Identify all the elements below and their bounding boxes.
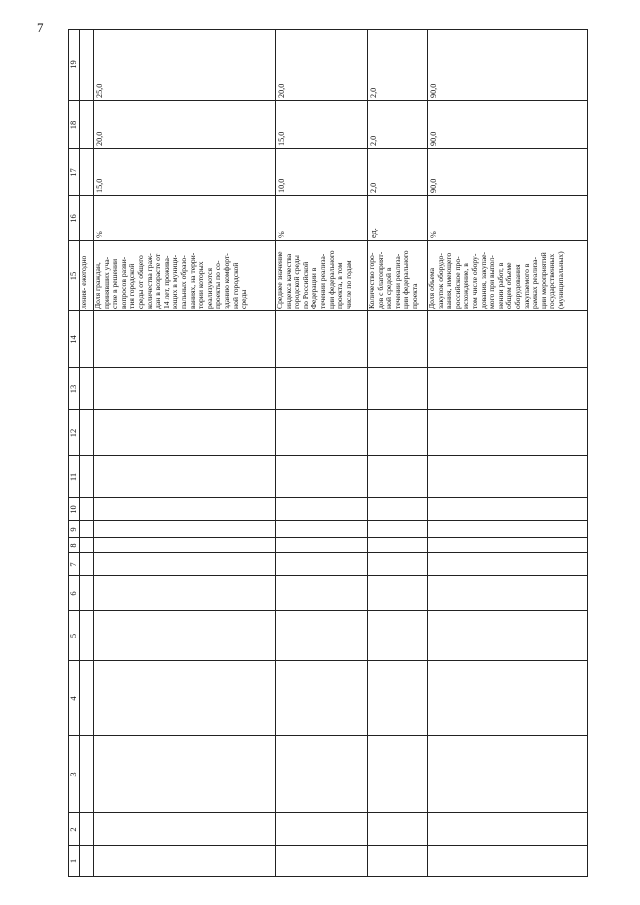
indicator-cell: ления- ежегодно	[79, 255, 88, 309]
column-divider	[69, 497, 587, 498]
value-cell: 15,0	[277, 131, 286, 146]
row-divider	[79, 30, 80, 876]
column-divider	[69, 575, 587, 576]
column-divider	[69, 367, 587, 368]
value-cell: 2,0	[369, 87, 378, 98]
value-cell: 90,0	[429, 131, 438, 146]
column-divider	[69, 455, 587, 456]
column-header: 7	[68, 562, 78, 567]
column-divider	[69, 537, 587, 538]
column-divider	[69, 100, 587, 101]
column-header: 11	[68, 472, 78, 482]
value-cell: 20,0	[95, 131, 104, 146]
value-cell: 90,0	[429, 178, 438, 193]
column-header: 6	[68, 591, 78, 596]
column-header: 3	[68, 772, 78, 777]
value-cell: 25,0	[95, 83, 104, 98]
column-divider	[69, 195, 587, 196]
column-divider	[69, 812, 587, 813]
indicator-cell: Среднее значение индекса качества городской среды по Российской Федерации в течении реализа- ции федерального проекта, в том числе по годам	[275, 250, 353, 309]
row-divider	[93, 30, 94, 876]
column-divider	[69, 240, 587, 241]
column-header: 17	[68, 168, 78, 177]
value-cell: 10,0	[277, 178, 286, 193]
value-cell: 2,0	[369, 135, 378, 146]
column-header: 19	[68, 60, 78, 69]
value-cell: 90,0	[429, 83, 438, 98]
value-cell: 20,0	[277, 83, 286, 98]
page-number: 7	[37, 20, 44, 35]
column-divider	[69, 409, 587, 410]
column-divider	[69, 520, 587, 521]
column-header: 13	[68, 384, 78, 394]
column-header: 14	[68, 335, 78, 344]
column-header: 15	[68, 271, 78, 281]
column-divider	[69, 148, 587, 149]
column-header: 2	[68, 827, 78, 832]
indicator-cell: Количество горо- дов с благоприят- ной средой в течении реализа- ции федерального проекта	[367, 250, 419, 309]
value-cell: 2,0	[369, 182, 378, 193]
unit-cell: ед.	[369, 228, 378, 238]
column-divider	[69, 660, 587, 661]
column-divider	[69, 610, 587, 611]
column-divider	[69, 845, 587, 846]
indicator-cell: Доля объема закупок оборудо- вания, имеющего российское про- исхождение, в том числе обору- дования, закупае- мого при выпол- нении работ, в общем объеме оборудования закупаемого в рамках реализа- ции мероприятий государственных (муниципальных)	[427, 251, 565, 309]
column-header: 18	[68, 120, 78, 130]
row-divider	[367, 30, 368, 876]
column-divider	[69, 735, 587, 736]
column-divider	[69, 552, 587, 553]
column-header: 5	[68, 633, 78, 639]
indicators-table	[68, 29, 588, 877]
column-header: 10	[68, 505, 78, 514]
column-header: 1	[68, 858, 78, 864]
unit-cell: %	[429, 231, 438, 238]
column-header: 8	[68, 543, 78, 548]
column-header: 9	[68, 527, 78, 532]
column-divider	[69, 310, 587, 311]
unit-cell: %	[277, 231, 286, 238]
value-cell: 15,0	[95, 178, 104, 193]
indicator-cell: Доля граждан, принявших уча- стие в решении вопросов разви- тия городской среды от общего количества граж- дан в возрасте от 14 лет, прожива- ющих в муници- пальных образо- ваниях, на терри- тории которых реализуются проекты по со- зданию комфорт- ной городской среды	[93, 252, 249, 309]
column-header: 12	[68, 428, 78, 438]
column-header: 4	[68, 696, 78, 701]
unit-cell: %	[95, 231, 104, 238]
column-header: 16	[68, 214, 78, 223]
row-divider	[275, 30, 276, 876]
row-divider	[427, 30, 428, 876]
